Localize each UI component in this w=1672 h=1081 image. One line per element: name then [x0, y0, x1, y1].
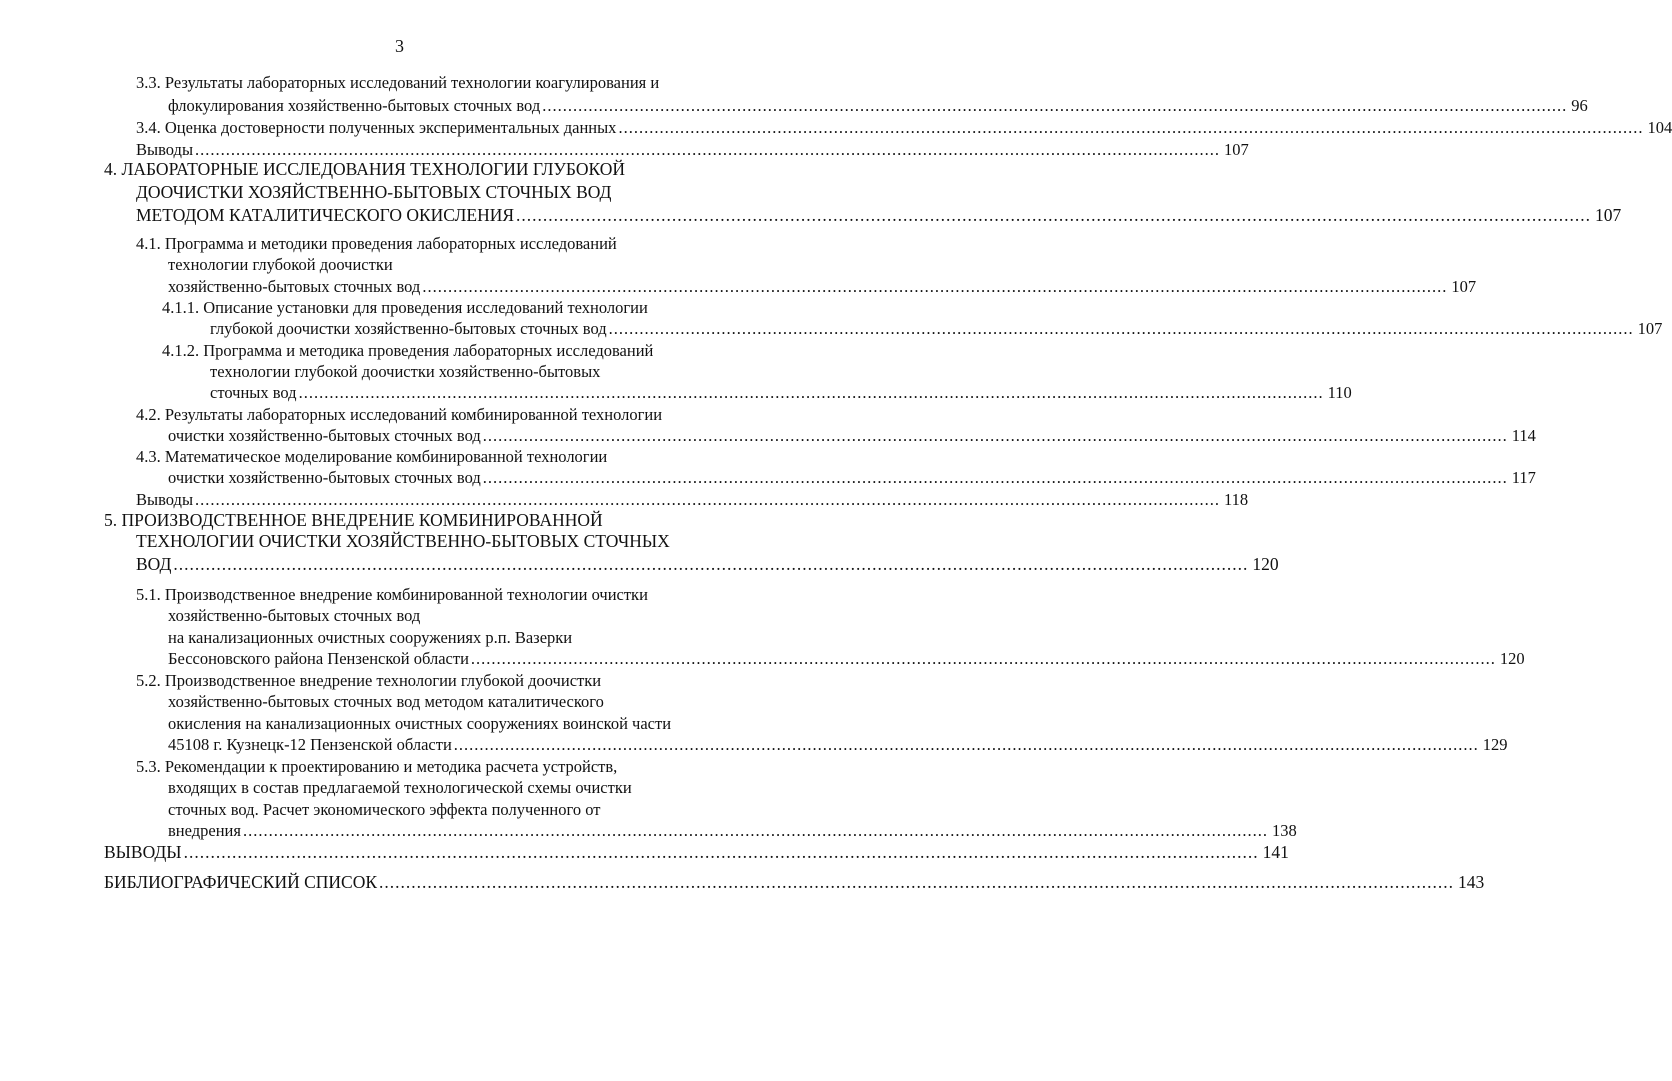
toc-page-number: 107 — [1637, 319, 1663, 338]
toc-page-number: 96 — [1571, 96, 1588, 115]
toc-line — [168, 799, 600, 820]
toc-entry-text: входящих в состав предлагаемой технологической схемы очистки — [168, 778, 632, 797]
toc-page-number: 120 — [1499, 649, 1525, 668]
toc-entry-text: хозяйственно-бытовых сточных вод — [168, 606, 421, 625]
toc-entry-text: 4.3. Математическое моделирование комбинированной технологии — [136, 447, 608, 466]
toc-entry-text: 3.3. Результаты лабораторных исследований технологии коагулирования и — [136, 73, 660, 92]
toc-chapter-text: ВЫВОДЫ — [104, 842, 182, 862]
leader-dots: ........................................................................................................................................................................................................ — [379, 872, 1455, 892]
leader-dots: ........................................................................................................................................................................................................ — [542, 96, 1568, 115]
toc-line — [136, 72, 659, 93]
toc-line — [136, 182, 611, 203]
toc-entry-text: окисления на канализационных очистных сооружениях воинской части — [168, 714, 672, 733]
toc-page-number: 138 — [1271, 821, 1297, 840]
toc-entry-text: очистки хозяйственно-бытовых сточных вод — [168, 468, 481, 487]
toc-entry-text: технологии глубокой доочистки — [168, 255, 393, 274]
toc-chapter-text: ВОД — [136, 554, 172, 574]
toc-page-number: 118 — [1224, 490, 1249, 509]
toc-line — [136, 233, 617, 254]
toc-line[interactable] — [168, 734, 1508, 755]
leader-dots: ........................................................................................................................................................................................................ — [470, 649, 1496, 668]
toc-line[interactable] — [168, 648, 1525, 669]
toc-line[interactable] — [168, 820, 1297, 841]
toc-line — [104, 510, 603, 531]
toc-line — [162, 340, 653, 361]
toc-entry-text: 4.1.1. Описание установки для проведения исследований технологии — [162, 298, 648, 317]
leader-dots: ........................................................................................................................................................................................................ — [195, 490, 1221, 509]
toc-page-number: 110 — [1327, 383, 1352, 402]
toc-entry-text: 45108 г. Кузнецк-12 Пензенской области — [168, 735, 452, 754]
toc-line — [168, 713, 671, 734]
toc-entry-text: 5.1. Производственное внедрение комбинированной технологии очистки — [136, 585, 648, 604]
toc-chapter-text: ТЕХНОЛОГИИ ОЧИСТКИ ХОЗЯЙСТВЕННО-БЫТОВЫХ СТОЧНЫХ — [136, 531, 670, 551]
toc-entry-text: внедрения — [168, 821, 241, 840]
toc-entry-text: Выводы — [136, 490, 194, 509]
toc-page-number: 117 — [1511, 468, 1536, 487]
toc-chapter-text: 4. ЛАБОРАТОРНЫЕ ИССЛЕДОВАНИЯ ТЕХНОЛОГИИ ГЛУБОКОЙ — [104, 159, 626, 179]
leader-dots: ........................................................................................................................................................................................................ — [516, 205, 1592, 225]
leader-dots: ........................................................................................................................................................................................................ — [195, 140, 1221, 159]
leader-dots: ........................................................................................................................................................................................................ — [608, 319, 1634, 338]
toc-entry-text: хозяйственно-бытовых сточных вод — [168, 277, 421, 296]
toc-line[interactable] — [168, 467, 1536, 488]
toc-line — [168, 605, 420, 626]
toc-line — [136, 756, 617, 777]
toc-entry-text: 4.1. Программа и методики проведения лабораторных исследований — [136, 234, 617, 253]
toc-line — [136, 670, 601, 691]
toc-chapter-text: ДООЧИСТКИ ХОЗЯЙСТВЕННО-БЫТОВЫХ СТОЧНЫХ ВОД — [136, 182, 612, 202]
toc-line — [136, 584, 648, 605]
toc-entry-text: флокулирования хозяйственно-бытовых сточных вод — [168, 96, 541, 115]
toc-line[interactable] — [210, 318, 1663, 339]
toc-line[interactable] — [168, 276, 1477, 297]
toc-line — [168, 254, 393, 275]
toc-page-number: 141 — [1262, 842, 1289, 862]
leader-dots: ........................................................................................................................................................................................................ — [618, 118, 1644, 137]
toc-chapter-text: МЕТОДОМ КАТАЛИТИЧЕСКОГО ОКИСЛЕНИЯ — [136, 205, 515, 225]
toc-entry-text: глубокой доочистки хозяйственно-бытовых сточных вод — [210, 319, 607, 338]
toc-entry-text: 5.3. Рекомендации к проектированию и методика расчета устройств, — [136, 757, 618, 776]
toc-entry-text: Выводы — [136, 140, 194, 159]
toc-line — [168, 627, 572, 648]
leader-dots: ........................................................................................................................................................................................................ — [482, 468, 1508, 487]
toc-line — [136, 531, 670, 552]
toc-line[interactable] — [168, 425, 1536, 446]
toc-entry-text: сточных вод. Расчет экономического эффекта полученного от — [168, 800, 601, 819]
toc-page-number: 107 — [1451, 277, 1477, 296]
toc-line — [168, 691, 604, 712]
toc-chapter-text: БИБЛИОГРАФИЧЕСКИЙ СПИСОК — [104, 872, 378, 892]
leader-dots: ........................................................................................................................................................................................................ — [183, 842, 1259, 862]
toc-line[interactable] — [136, 554, 1279, 575]
toc-line[interactable] — [136, 139, 1249, 160]
toc-line — [162, 297, 648, 318]
toc-entry-text: очистки хозяйственно-бытовых сточных вод — [168, 426, 481, 445]
toc-page-number: 107 — [1224, 140, 1249, 159]
toc-entry-text: технологии глубокой доочистки хозяйственно-бытовых — [210, 362, 601, 381]
toc-line[interactable] — [136, 489, 1249, 510]
page-number: 3 — [395, 36, 404, 56]
toc-line[interactable] — [104, 872, 1485, 893]
leader-dots: ........................................................................................................................................................................................................ — [422, 277, 1448, 296]
toc-page-number: 129 — [1482, 735, 1508, 754]
toc-line — [210, 361, 600, 382]
toc-line — [104, 159, 625, 180]
toc-page-number: 120 — [1252, 554, 1279, 574]
toc-line[interactable] — [210, 382, 1352, 403]
leader-dots: ........................................................................................................................................................................................................ — [173, 554, 1249, 574]
toc-page-number: 143 — [1458, 872, 1485, 892]
toc-entry-text: 3.4. Оценка достоверности полученных экспериментальных данных — [136, 118, 617, 137]
toc-line — [136, 446, 607, 467]
leader-dots: ........................................................................................................................................................................................................ — [453, 735, 1479, 754]
toc-line[interactable] — [136, 117, 1672, 138]
toc-line — [168, 777, 632, 798]
leader-dots: ........................................................................................................................................................................................................ — [482, 426, 1508, 445]
toc-line[interactable] — [104, 842, 1289, 863]
toc-page-number: 114 — [1511, 426, 1536, 445]
leader-dots: ........................................................................................................................................................................................................ — [298, 383, 1324, 402]
toc-entry-text: сточных вод — [210, 383, 297, 402]
toc-entry-text: Бессоновского района Пензенской области — [168, 649, 469, 668]
toc-line[interactable] — [136, 205, 1622, 226]
toc-line — [136, 404, 662, 425]
toc-entry-text: хозяйственно-бытовых сточных вод методом каталитического — [168, 692, 604, 711]
toc-entry-text: на канализационных очистных сооружениях р.п. Вазерки — [168, 628, 573, 647]
toc-entry-text: 4.2. Результаты лабораторных исследований комбинированной технологии — [136, 405, 663, 424]
toc-line[interactable] — [168, 95, 1588, 116]
toc-entry-text: 4.1.2. Программа и методика проведения лабораторных исследований — [162, 341, 654, 360]
toc-page-number: 107 — [1595, 205, 1622, 225]
leader-dots: ........................................................................................................................................................................................................ — [242, 821, 1268, 840]
toc-page-number: 104 — [1647, 118, 1672, 137]
toc-entry-text: 5.2. Производственное внедрение технологии глубокой доочистки — [136, 671, 602, 690]
toc-chapter-text: 5. ПРОИЗВОДСТВЕННОЕ ВНЕДРЕНИЕ КОМБИНИРОВАННОЙ — [104, 510, 603, 530]
